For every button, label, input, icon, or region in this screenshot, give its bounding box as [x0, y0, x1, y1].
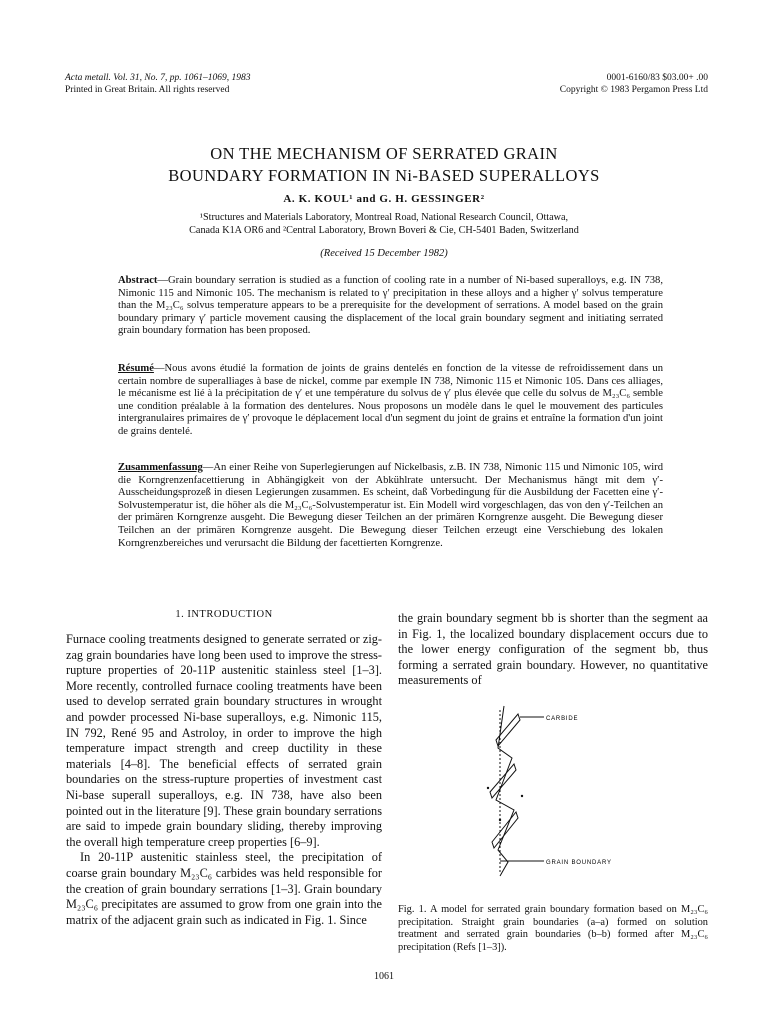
- figure-1-caption: Fig. 1. A model for serrated grain boundary formation based on M₂₃C₆ precipitation. Straight grain boundaries (a–a) formed on solution treatment and serrated grain boundaries (b–b) formed after M₂₃C₆ precipitation (Refs [1–3]).: [398, 904, 708, 953]
- received-date: (Received 15 December 1982): [320, 248, 448, 259]
- abstract-text: —Grain boundary serration is studied as a function of cooling rate in a number of Ni-based superalloys, e.g. IN 738, Nimonic 115 and Nimonic 105. The mechanism is related to γ′ precipitation in these alloys and a higher γ′ solvus temperature than the M₂₃C₆ solvus temperature appears to be a prerequisite for the development of serrations. A model based on the grain boundary primary γ′ particle movement causing the displacement of the local grain boundary segment and initiating serrated grain boundary formation has been proposed.: [118, 275, 663, 337]
- grain-boundary-label: GRAIN BOUNDARY: [546, 860, 612, 866]
- intro-paragraph-2: In 20-11P austenitic stainless steel, the precipitation of coarse grain boundary M₂₃C₆ carbides was held responsible for the creation of grain boundary serrations [1–3]. Grain boundary M₂₃C₆ precipitates are assumed to grow from one grain into the matrix of the adjacent grain such as indicated in Fig. 1. Since: [66, 850, 382, 927]
- abstract-english: [118, 275, 663, 338]
- article-code: 0001-6160/83 $03.00+ .00: [606, 73, 708, 83]
- carbide-3: [492, 812, 518, 848]
- copyright-block: [560, 72, 708, 96]
- zusammenfassung-label: Zusammenfassung: [118, 462, 203, 473]
- journal-citation: [65, 72, 251, 96]
- affiliations: [0, 211, 768, 237]
- right-column-text: the grain boundary segment bb is shorter than the segment aa in Fig. 1, the localized boundary displacement occurs due to the lower energy configuration of the segment bb, thus forming a serrated grain boundary. However, no quantitative measurements of: [398, 611, 708, 688]
- carbide-label: CARBIDE: [546, 716, 579, 722]
- title-line-1: ON THE MECHANISM OF SERRATED GRAIN: [210, 144, 558, 163]
- left-column: [66, 632, 382, 928]
- paper-title: [0, 143, 768, 187]
- intro-paragraph-1: Furnace cooling treatments designed to generate serrated or zig-zag grain boundaries have long been used to improve the stress-rupture properties of 20-11P austenitic stainless steel [1–3]. More recently, controlled furnace cooling treatments have been used to develop serrated grain boundary structures in wrought and powder processed Ni-base superalloys, e.g. Nimonic 115, IN 792, René 95 and Astroloy, in order to improve the high temperature impact strength and creep ductility in these materials [4–8]. The beneficial effects of serrated grain boundaries on the stress-rupture properties of investment cast Ni-base superall superalloys, e.g. IN 738, have also been pointed out in the literature [9]. These grain boundary serrations are said to impede grain boundary sliding, thereby improving the overall high temperature creep properties [6–9].: [66, 632, 382, 849]
- abstract-label: Abstract: [118, 275, 158, 286]
- printed-line: Printed in Great Britain. All rights reserved: [65, 85, 230, 95]
- section-heading: 1. INTRODUCTION: [175, 609, 273, 620]
- resume-text: —Nous avons étudié la formation de joints de grains dentelés en fonction de la vitesse de refroidissement dans un certain nombre de superalliages à base de nickel, comme par exemple IN 738, Nimonic 115 et Nimonic 105. Dans ces alliages, le mécanisme est lié à la précipitation de γ′ et une température du solvus de γ′ plus élevée que celle du solvus de M₂₃C₆ semble une condition préalable à la formation des dentelures. Nous proposons un modèle dans le quel le mouvement des particules intergranulaires primaires de γ′ provoque le déplacement local d'un segment du joint de grains et entraîne la formation d'un joint de grains dentelé.: [118, 363, 663, 437]
- figure-1-diagram: [470, 700, 630, 882]
- page-number: 1061: [374, 971, 394, 982]
- copyright-line: Copyright © 1983 Pergamon Press Ltd: [559, 85, 708, 95]
- resume-label: Résumé: [118, 363, 154, 374]
- journal-line: Acta metall. Vol. 31, No. 7, pp. 1061–1069, 1983: [65, 73, 251, 83]
- zusammenfassung-text: —An einer Reihe von Superlegierungen auf Nickelbasis, z.B. IN 738, Nimonic 115 und Nimonic 105, wird die Korngrenzenfacettierung in Abhängigkeit von der Abkühlrate untersucht. Der Mechanismus hängt mit dem γ′-Ausscheidungsprozeß in diesen Legierungen zusammen. Es scheint, daß Vorbedingung für die Ausbildung der Facetten eine γ′-Solvustemperatur ist, die höher als die M₂₃C₆-Solvustemperatur ist. Ein Modell wird vorgeschlagen, das von den γ′-Teilchen an der primären Korngrenze ausgeht. Die Bewegung dieser Teilchen an der primären Korngrenze ausgeht. Die Bewegung dieser Teilchen an der primären Korngrenze ausgeht. Die Bewegung dieser Teilchen erzeugt eine Verschiebung des lokalen Korngrenzbereiches und verursacht die Bildung der facettierten Korngrenze.: [118, 462, 663, 549]
- serrated-boundary: [496, 706, 514, 876]
- authors: A. K. KOUL¹ and G. H. GESSINGER²: [283, 193, 485, 205]
- affiliation-line-2: Canada K1A OR6 and ²Central Laboratory, Brown Boveri & Cie, CH-5401 Baden, Switzerland: [189, 225, 579, 236]
- abstract-german: [118, 462, 663, 550]
- abstract-french: [118, 363, 663, 439]
- title-line-2: BOUNDARY FORMATION IN Ni-BASED SUPERALLOYS: [168, 166, 600, 185]
- affiliation-line-1: ¹Structures and Materials Laboratory, Montreal Road, National Research Council, Ottawa,: [199, 212, 569, 223]
